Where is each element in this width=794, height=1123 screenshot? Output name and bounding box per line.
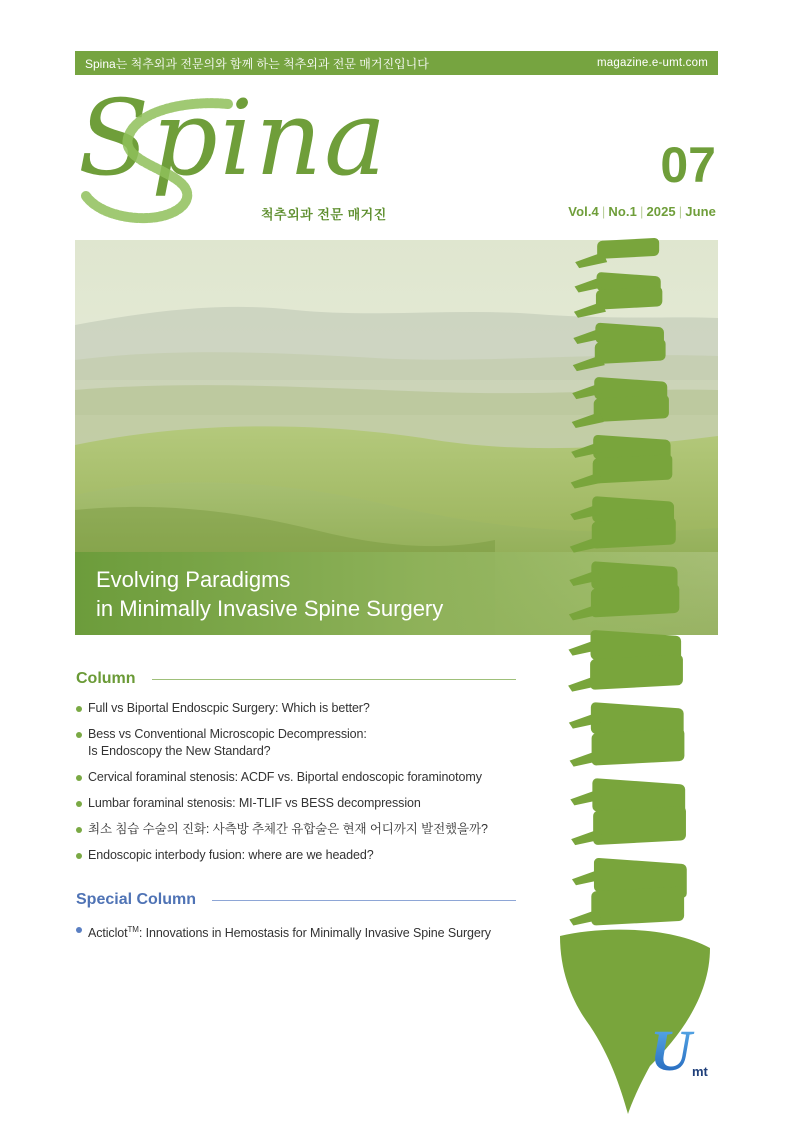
issue-month: June xyxy=(685,204,716,219)
bullet-icon xyxy=(76,853,82,859)
vertebra-shape xyxy=(590,654,683,689)
vertebra-shape xyxy=(596,286,662,309)
vertebra-process-shape xyxy=(575,252,607,268)
headline-line-1: Evolving Paradigms xyxy=(96,567,291,592)
column-item[interactable]: Cervical foraminal stenosis: ACDF vs. Biportal endoscopic foraminotomy xyxy=(76,769,516,786)
bullet-icon xyxy=(76,801,82,807)
vertebra-shape xyxy=(593,806,686,845)
special-column-heading: Special Column xyxy=(76,891,197,908)
column-divider xyxy=(152,679,516,680)
logo-wordmark: Spina xyxy=(78,77,389,199)
issue-number: 07 xyxy=(660,137,716,193)
special-column-divider xyxy=(212,900,516,901)
column-item[interactable]: Endoscopic interbody fusion: where are we headed? xyxy=(76,847,516,864)
issue-no: No.1 xyxy=(608,204,637,219)
column-heading: Column xyxy=(76,670,136,687)
logo-spine-icon xyxy=(78,92,258,232)
vertebra-process-shape xyxy=(569,604,601,620)
special-column-item[interactable]: Acticlot™: Innovations in Hemostasis for Minimally Invasive Spine Surgery xyxy=(76,921,516,942)
vertebra-process-shape xyxy=(574,302,606,318)
logo-subtitle: 척추외과 전문 매거진 xyxy=(261,207,387,222)
vertebra-process-shape xyxy=(571,473,603,489)
top-banner xyxy=(75,51,718,75)
vertebra-process-shape xyxy=(570,537,602,553)
column-section xyxy=(76,670,516,873)
bullet-icon xyxy=(76,927,82,933)
vertebra-process-shape xyxy=(572,412,604,428)
bullet-icon xyxy=(76,827,82,833)
bullet-icon xyxy=(76,732,82,738)
vertebra-shape xyxy=(592,728,685,765)
vertebra-shape xyxy=(592,517,676,548)
tagline: Spina는 척추외과 전문의와 함께 하는 척추외과 전문 매거진입니다 xyxy=(85,56,429,71)
headline-line-2: in Minimally Invasive Spine Surgery xyxy=(96,596,444,621)
issue-volume: Vol.4 xyxy=(568,204,599,219)
vertebra-shape xyxy=(591,887,684,926)
bullet-icon xyxy=(76,775,82,781)
bullet-icon xyxy=(76,706,82,712)
vertebra-shape xyxy=(595,339,666,364)
issue-year: 2025 xyxy=(646,204,676,219)
column-item[interactable]: 최소 침습 수술의 진화: 사측방 추체간 유합술은 현재 어디까지 발전했을까? xyxy=(76,821,516,838)
vertebra-process-shape xyxy=(573,355,605,371)
vertebra-shape xyxy=(591,584,679,617)
umt-u-letter: U xyxy=(650,1020,692,1083)
column-item[interactable]: Bess vs Conventional Microscopic Decompression: Is Endoscopy the New Standard? xyxy=(76,726,516,760)
vertebra-shape xyxy=(593,454,673,483)
magazine-url[interactable]: magazine.e-umt.com xyxy=(597,57,708,69)
vertebra-shape xyxy=(594,395,669,422)
umt-logo xyxy=(648,1020,724,1086)
issue-meta: Vol.4 | No.1 | 2025 | June xyxy=(568,204,716,219)
spine-illustration-icon xyxy=(540,236,730,1116)
column-item[interactable]: Full vs Biportal Endoscpic Surgery: Which is better? xyxy=(76,700,516,717)
special-column-section xyxy=(76,891,516,951)
masthead-logo xyxy=(78,77,418,232)
vertebra-shape xyxy=(597,238,659,259)
umt-mt-letters: mt xyxy=(692,1064,708,1079)
column-item[interactable]: Lumbar foraminal stenosis: MI-TLIF vs BESS decompression xyxy=(76,795,516,812)
